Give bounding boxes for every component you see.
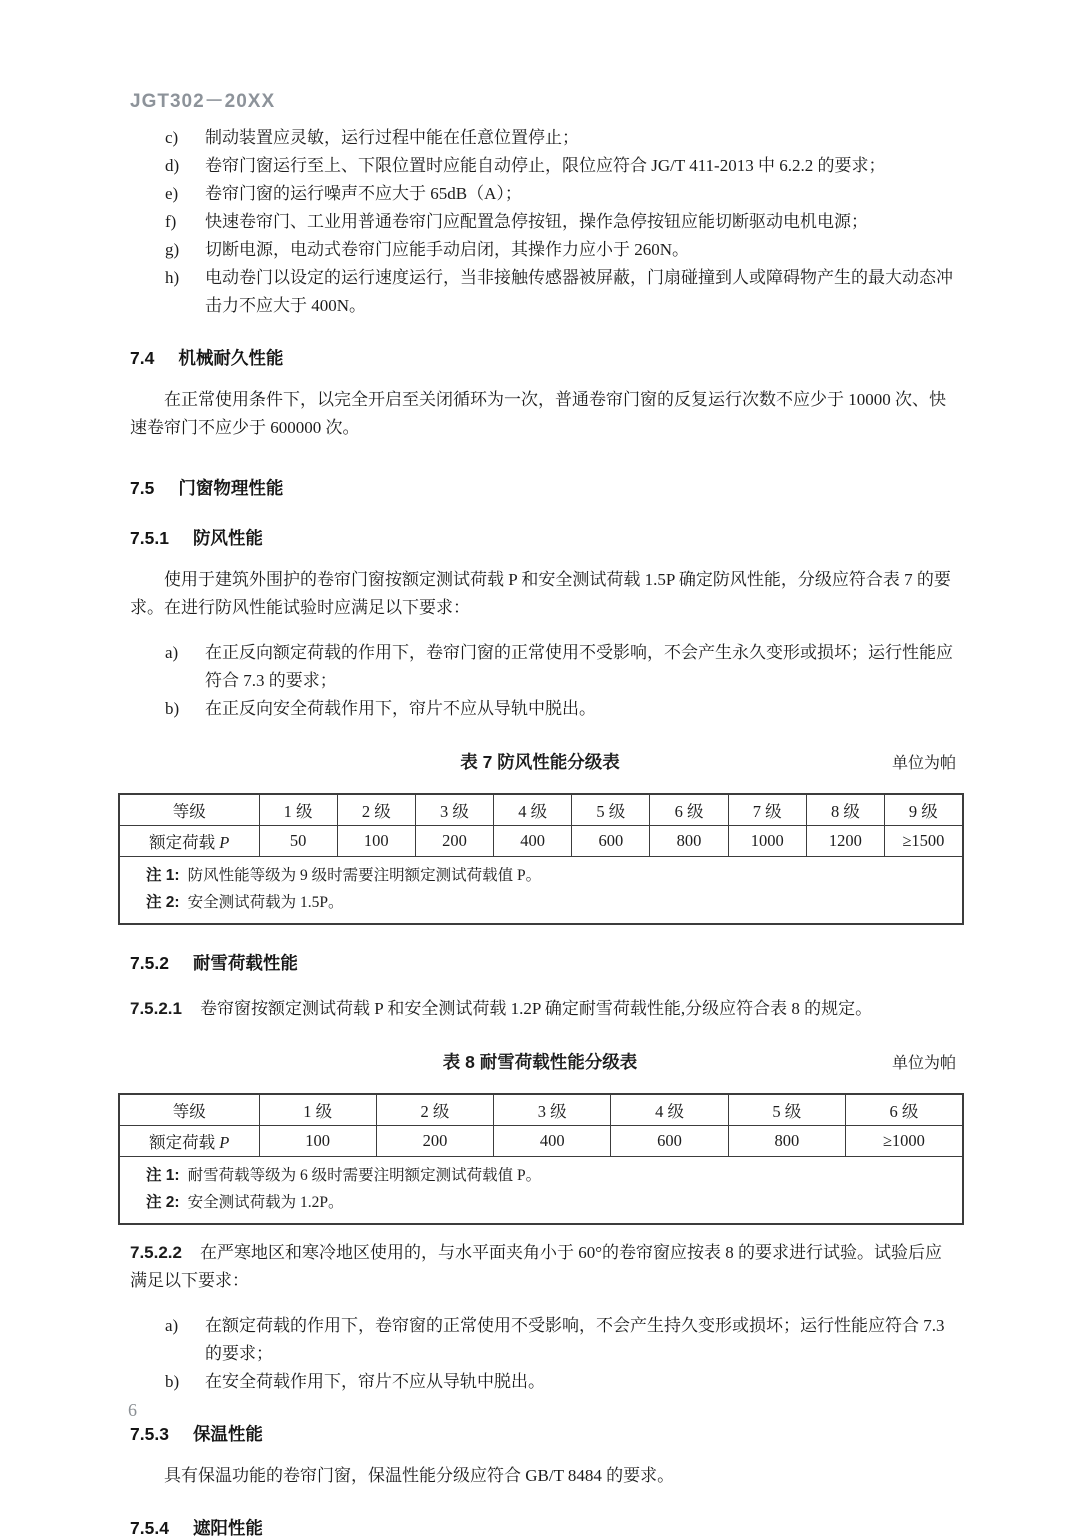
section-number: 7.4 — [130, 348, 155, 368]
table7-value-row — [119, 826, 963, 857]
load-label: 额定荷载 — [149, 833, 220, 852]
clause-marker: f) — [165, 212, 177, 231]
note-text: 耐雪荷载等级为 6 级时需要注明额定测试荷载值 P。 — [187, 1167, 542, 1184]
table7-header-cell: 6 级 — [650, 794, 728, 826]
section-7-5-2-2 — [130, 1239, 958, 1295]
section-title: 遮阳性能 — [192, 1518, 263, 1538]
section-title: 门窗物理性能 — [178, 478, 284, 498]
clause-text: 在正反向安全荷载作用下，帘片不应从导轨中脱出。 — [205, 699, 596, 718]
table7-header-cell: 7 级 — [728, 794, 806, 826]
clause-text: 切断电源，电动式卷帘门应能手动启闭，其操作力应小于 260N。 — [205, 240, 690, 259]
clause-item-g — [130, 236, 958, 264]
table7-header-cell: 2 级 — [337, 794, 415, 826]
table7-value-cell: 50 — [259, 826, 337, 857]
load-symbol: P — [219, 1133, 230, 1152]
table7-notes — [119, 857, 963, 925]
table7 — [118, 793, 964, 925]
section-body: 卷帘窗按额定测试荷载 P 和安全测试荷载 1.2P 确定耐雪荷载性能,分级应符合表 8 的规定。 — [200, 999, 873, 1018]
table8-title: 表 8 耐雪荷载性能分级表 — [442, 1052, 638, 1072]
table8-header-cell: 6 级 — [845, 1094, 962, 1126]
table8-value-cell: 100 — [259, 1126, 376, 1157]
clause-marker: e) — [165, 184, 179, 203]
table8-value-cell: 400 — [494, 1126, 611, 1157]
clause-text: 快速卷帘门、工业用普通卷帘门应配置急停按钮，操作急停按钮应能切断驱动电机电源； — [205, 212, 868, 231]
clause-marker: d) — [165, 156, 180, 175]
table7-header-cell: 9 级 — [885, 794, 963, 826]
table8-header-cell: 5 级 — [728, 1094, 845, 1126]
section-title: 保温性能 — [192, 1424, 263, 1444]
section-title: 耐雪荷载性能 — [192, 953, 298, 973]
clause-item-f — [130, 208, 958, 236]
clause-item-b — [130, 695, 958, 723]
section-7-4-body: 在正常使用条件下，以完全开启至关闭循环为一次，普通卷帘门窗的反复运行次数不应少于 10000 次、快速卷帘门不应少于 600000 次。 — [130, 390, 946, 437]
clause-marker: c) — [165, 128, 179, 147]
table7-note-1 — [146, 862, 954, 889]
note-label: 注 1: — [146, 867, 180, 884]
table7-value-cell: 1200 — [806, 826, 884, 857]
clause-item-d — [130, 152, 958, 180]
clause-text: 在额定荷载的作用下，卷帘窗的正常使用不受影响，不会产生持久变形或损坏；运行性能应符合 7.3 的要求； — [205, 1316, 945, 1363]
table7-note-2 — [146, 889, 954, 916]
clause-marker: h) — [165, 268, 180, 287]
table8-caption — [118, 1049, 962, 1075]
clause-text: 卷帘门窗运行至上、下限位置时应能自动停止，限位应符合 JG/T 411-2013 中 6.2.2 的要求； — [205, 156, 886, 175]
section-number: 7.5.2.2 — [130, 1243, 182, 1262]
table8-value-cell: 800 — [728, 1126, 845, 1157]
load-symbol: P — [219, 833, 230, 852]
section-heading-7-5-3 — [130, 1422, 958, 1446]
section-number: 7.5 — [130, 478, 155, 498]
table7-header-cell: 8 级 — [806, 794, 884, 826]
section-number: 7.5.1 — [130, 528, 169, 548]
section-heading-7-5 — [130, 476, 958, 500]
table7-value-cell: 600 — [572, 826, 650, 857]
section-title: 机械耐久性能 — [178, 348, 284, 368]
clause-marker: a) — [165, 643, 179, 662]
section-number: 7.5.2 — [130, 953, 169, 973]
table7-value-cell: 400 — [494, 826, 572, 857]
clause-text: 在安全荷载作用下，帘片不应从导轨中脱出。 — [205, 1372, 545, 1391]
note-text: 安全测试荷载为 1.5P。 — [187, 894, 344, 911]
note-text: 安全测试荷载为 1.2P。 — [187, 1194, 344, 1211]
table7-row-label — [119, 826, 259, 857]
section-number: 7.5.2.1 — [130, 999, 182, 1018]
section-7-5-1-body: 使用于建筑外围护的卷帘门窗按额定测试荷载 P 和安全测试荷载 1.5P 确定防风性能，分级应符合表 7 的要求。在进行防风性能试验时应满足以下要求： — [130, 570, 951, 617]
table7-header-row — [119, 794, 963, 826]
table8-value-row — [119, 1126, 963, 1157]
note-label: 注 1: — [146, 1167, 180, 1184]
table8-note-1 — [146, 1162, 954, 1189]
section-7-5-2-1 — [130, 995, 958, 1023]
table7-header-cell: 等级 — [119, 794, 259, 826]
table7-caption — [118, 749, 962, 775]
table8-header-cell: 1 级 — [259, 1094, 376, 1126]
clause-marker: a) — [165, 1316, 179, 1335]
table8-header-cell: 4 级 — [611, 1094, 728, 1126]
section-heading-7-5-4 — [130, 1516, 958, 1540]
clause-item-b — [130, 1368, 958, 1396]
clause-marker: b) — [165, 699, 180, 718]
table7-unit: 单位为帕 — [891, 755, 956, 772]
page-content — [130, 124, 958, 1540]
section-body: 在严寒地区和寒冷地区使用的，与水平面夹角小于 60°的卷帘窗应按表 8 的要求进行试验。试验后应满足以下要求： — [130, 1243, 943, 1290]
clause-text: 在正反向额定荷载的作用下，卷帘门窗的正常使用不受影响，不会产生永久变形或损坏；运行性能应符合 7.3 的要求； — [205, 643, 953, 690]
clause-item-h — [130, 264, 958, 320]
table7-header-cell: 4 级 — [494, 794, 572, 826]
table7-value-cell: 100 — [337, 826, 415, 857]
clause-text: 卷帘门窗的运行噪声不应大于 65dB（A）； — [205, 184, 522, 203]
section-heading-7-5-1 — [130, 526, 958, 550]
table7-value-cell: 200 — [415, 826, 493, 857]
section-number: 7.5.4 — [130, 1518, 169, 1538]
clause-marker: b) — [165, 1372, 180, 1391]
table8-header-cell: 等级 — [119, 1094, 259, 1126]
table8-header-row — [119, 1094, 963, 1126]
table8-header-cell: 2 级 — [376, 1094, 493, 1126]
table7-value-cell: 800 — [650, 826, 728, 857]
section-7-5-3-body: 具有保温功能的卷帘门窗，保温性能分级应符合 GB/T 8484 的要求。 — [164, 1466, 675, 1485]
section-title: 防风性能 — [192, 528, 263, 548]
table7-value-cell: 1000 — [728, 826, 806, 857]
table7-header-cell: 1 级 — [259, 794, 337, 826]
table7-value-cell: ≥1500 — [885, 826, 963, 857]
document-code: JGT302－20XX — [130, 91, 276, 112]
load-label: 额定荷载 — [149, 1133, 220, 1152]
table8-notes — [119, 1157, 963, 1225]
table8-notes-row — [119, 1157, 963, 1225]
clause-item-e — [130, 180, 958, 208]
clause-item-c — [130, 124, 958, 152]
table8-note-2 — [146, 1189, 954, 1216]
table8-value-cell: 200 — [376, 1126, 493, 1157]
table7-header-cell: 5 级 — [572, 794, 650, 826]
note-text: 防风性能等级为 9 级时需要注明额定测试荷载值 P。 — [187, 867, 542, 884]
table8-header-cell: 3 级 — [494, 1094, 611, 1126]
page-number: 6 — [128, 1400, 137, 1420]
table8-value-cell: ≥1000 — [845, 1126, 962, 1157]
table8 — [118, 1093, 964, 1225]
section-heading-7-4 — [130, 346, 958, 370]
section-number: 7.5.3 — [130, 1424, 169, 1444]
table8-unit: 单位为帕 — [891, 1055, 956, 1072]
clause-item-a — [130, 1312, 958, 1368]
section-heading-7-5-2 — [130, 951, 958, 975]
clause-marker: g) — [165, 240, 180, 259]
clause-text: 电动卷门以设定的运行速度运行，当非接触传感器被屏蔽，门扇碰撞到人或障碍物产生的最大动态冲击力不应大于 400N。 — [205, 268, 953, 315]
note-label: 注 2: — [146, 894, 180, 911]
table8-value-cell: 600 — [611, 1126, 728, 1157]
table7-title: 表 7 防风性能分级表 — [460, 752, 620, 772]
table7-notes-row — [119, 857, 963, 925]
clause-item-a — [130, 639, 958, 695]
table7-header-cell: 3 级 — [415, 794, 493, 826]
note-label: 注 2: — [146, 1194, 180, 1211]
table8-row-label — [119, 1126, 259, 1157]
clause-text: 制动装置应灵敏，运行过程中能在任意位置停止； — [205, 128, 579, 147]
